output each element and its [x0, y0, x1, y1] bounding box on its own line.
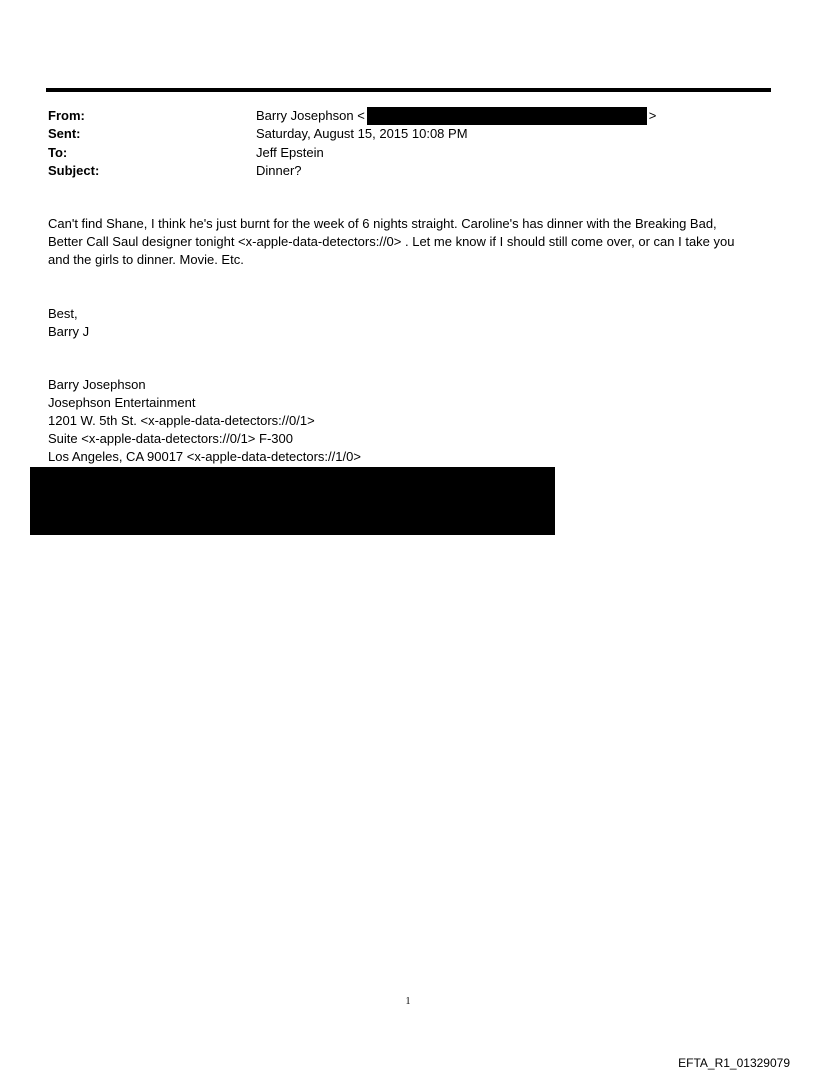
signature-line: Josephson Entertainment [48, 395, 196, 410]
email-signoff [48, 305, 773, 341]
signature-line: 1201 W. 5th St. <x-apple-data-detectors://0/1> [48, 413, 315, 428]
sent-row [48, 125, 768, 143]
body-line: and the girls to dinner. Movie. Etc. [48, 252, 244, 267]
signature-line: Suite <x-apple-data-detectors://0/1> F-300 [48, 431, 293, 446]
from-value [256, 107, 656, 125]
signoff-line: Barry J [48, 324, 90, 339]
body-line: Better Call Saul designer tonight <x-apple-data-detectors://0> . Let me know if I should still come over, or can I take you [48, 234, 735, 249]
subject-value: Dinner? [256, 163, 302, 178]
email-signature [48, 376, 773, 466]
from-row [48, 107, 768, 125]
to-value: Jeff Epstein [256, 145, 324, 160]
body-line: Can't find Shane, I think he's just burnt for the week of 6 nights straight. Caroline's has dinner with the Breaking Bad, [48, 216, 717, 231]
email-body-paragraph [48, 215, 773, 269]
subject-row [48, 162, 768, 180]
signoff-line: Best, [48, 306, 78, 321]
signature-line: Barry Josephson [48, 377, 146, 392]
sent-label: Sent: [48, 126, 81, 141]
from-label: From: [48, 108, 85, 123]
from-name: Barry Josephson [256, 108, 354, 123]
page-number: 1 [405, 996, 411, 1007]
bates-number: EFTA_R1_01329079 [678, 1056, 790, 1070]
from-open-bracket: < [357, 108, 365, 123]
to-label: To: [48, 145, 68, 160]
sent-value: Saturday, August 15, 2015 10:08 PM [256, 126, 468, 141]
redaction-block [30, 467, 555, 535]
to-row [48, 144, 768, 162]
header-divider [46, 88, 771, 92]
subject-label: Subject: [48, 163, 100, 178]
signature-line: Los Angeles, CA 90017 <x-apple-data-detectors://1/0> [48, 449, 361, 464]
redacted-email [367, 107, 647, 125]
from-close-bracket: > [648, 108, 657, 123]
